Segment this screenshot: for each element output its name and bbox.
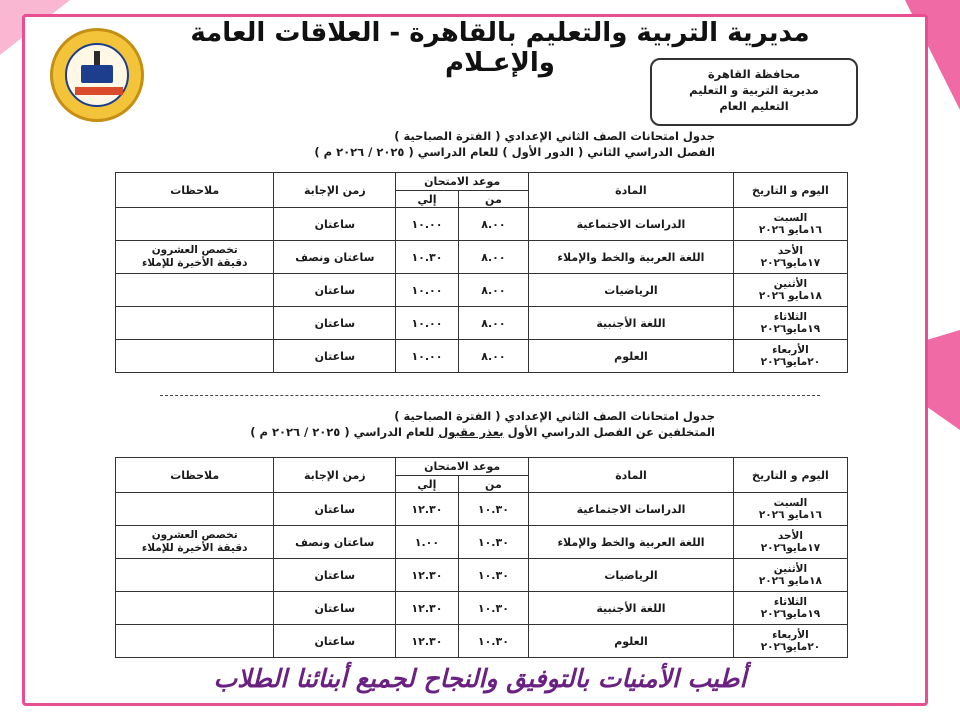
col-notes: ملاحظات bbox=[116, 173, 274, 208]
col-to: إلي bbox=[396, 476, 459, 493]
duration-cell: ساعتان bbox=[274, 208, 396, 241]
day-name: الأربعاء bbox=[772, 629, 809, 641]
governorate-info-box bbox=[650, 58, 858, 126]
to-time-cell: ١٠.٠٠ bbox=[396, 340, 459, 373]
day-date-cell bbox=[733, 208, 847, 241]
to-time-cell: ١٠.٠٠ bbox=[396, 208, 459, 241]
table-row bbox=[116, 241, 848, 274]
from-time-cell: ٨.٠٠ bbox=[458, 340, 528, 373]
col-day-date: اليوم و التاريخ bbox=[733, 173, 847, 208]
logo-ribbon bbox=[75, 87, 123, 95]
info-department: التعليم العام bbox=[719, 99, 789, 113]
exam-schedule-table-2 bbox=[115, 457, 848, 658]
duration-cell: ساعتان bbox=[274, 274, 396, 307]
table2-caption bbox=[235, 408, 715, 440]
subject-cell: اللغة العربية والخط والإملاء bbox=[529, 526, 734, 559]
to-time-cell: ١٢.٣٠ bbox=[396, 592, 459, 625]
date-text: ١٩مايو٢٠٢٦ bbox=[760, 323, 821, 335]
from-time-cell: ٨.٠٠ bbox=[458, 307, 528, 340]
col-subject: المادة bbox=[529, 458, 734, 493]
day-date-cell bbox=[733, 274, 847, 307]
duration-cell: ساعتان bbox=[274, 307, 396, 340]
table2-caption-line1: جدول امتحانات الصف الثاني الإعدادي ( الفترة الصباحية ) bbox=[394, 409, 715, 423]
day-name: الأثنين bbox=[773, 278, 808, 290]
note-line-2: دقيقة الأخيرة للإملاء bbox=[141, 257, 248, 269]
date-text: ١٩مايو٢٠٢٦ bbox=[760, 608, 821, 620]
table2-caption-part-b: للعام الدراسي ( ٢٠٢٥ / ٢٠٢٦ م ) bbox=[250, 425, 439, 439]
day-name: الأحد bbox=[777, 245, 803, 257]
table1-caption-line1: جدول امتحانات الصف الثاني الإعدادي ( الفترة الصباحية ) bbox=[394, 129, 715, 143]
notes-cell bbox=[116, 274, 274, 307]
day-date-cell bbox=[733, 493, 847, 526]
date-text: ٢٠مايو٢٠٢٦ bbox=[760, 356, 821, 368]
to-time-cell: ١٠.٣٠ bbox=[396, 241, 459, 274]
to-time-cell: ١٢.٣٠ bbox=[396, 625, 459, 658]
note-line-2: دقيقة الأخيرة للإملاء bbox=[141, 542, 248, 554]
from-time-cell: ١٠.٣٠ bbox=[458, 526, 528, 559]
day-name: الأربعاء bbox=[772, 344, 809, 356]
col-exam-time: موعد الامتحان bbox=[396, 458, 529, 476]
duration-cell: ساعتان bbox=[274, 493, 396, 526]
duration-cell: ساعتان ونصف bbox=[274, 241, 396, 274]
notes-cell bbox=[116, 526, 274, 559]
col-to: إلي bbox=[396, 191, 459, 208]
table-row bbox=[116, 625, 848, 658]
table-row bbox=[116, 559, 848, 592]
notes-cell bbox=[116, 493, 274, 526]
exam-schedule-table-1 bbox=[115, 172, 848, 373]
to-time-cell: ١٢.٣٠ bbox=[396, 559, 459, 592]
date-text: ١٦مايو ٢٠٢٦ bbox=[758, 224, 822, 236]
table-row bbox=[116, 592, 848, 625]
day-date-cell bbox=[733, 625, 847, 658]
subject-cell: الدراسات الاجتماعية bbox=[529, 493, 734, 526]
col-exam-time: موعد الامتحان bbox=[396, 173, 529, 191]
page-title: مديرية التربية والتعليم بالقاهرة - العلاقات العامة والإعـلام bbox=[190, 18, 810, 78]
notes-cell bbox=[116, 307, 274, 340]
notes-cell bbox=[116, 340, 274, 373]
date-text: ١٧مايو٢٠٢٦ bbox=[760, 542, 821, 554]
day-date-cell bbox=[733, 340, 847, 373]
col-duration: زمن الإجابة bbox=[274, 173, 396, 208]
table-row bbox=[116, 340, 848, 373]
table-row bbox=[116, 307, 848, 340]
duration-cell: ساعتان bbox=[274, 340, 396, 373]
col-from: من bbox=[458, 191, 528, 208]
day-date-cell bbox=[733, 307, 847, 340]
notes-cell bbox=[116, 592, 274, 625]
day-date-cell bbox=[733, 526, 847, 559]
table-row bbox=[116, 274, 848, 307]
subject-cell: اللغة الأجنبية bbox=[529, 307, 734, 340]
note-line-1: تخصص العشرون bbox=[151, 244, 238, 256]
day-date-cell bbox=[733, 559, 847, 592]
from-time-cell: ١٠.٣٠ bbox=[458, 625, 528, 658]
table2-caption-part-a: المتخلفين عن الفصل الدراسي الأول bbox=[503, 425, 715, 439]
to-time-cell: ١٠.٠٠ bbox=[396, 307, 459, 340]
notes-cell bbox=[116, 559, 274, 592]
logo-emblem bbox=[65, 43, 129, 107]
date-text: ١٧مايو٢٠٢٦ bbox=[760, 257, 821, 269]
day-name: الثلاثاء bbox=[773, 311, 807, 323]
info-directorate: مديرية التربية و التعليم bbox=[689, 83, 819, 97]
duration-cell: ساعتان bbox=[274, 592, 396, 625]
to-time-cell: ١٠.٠٠ bbox=[396, 274, 459, 307]
duration-cell: ساعتان bbox=[274, 559, 396, 592]
col-subject: المادة bbox=[529, 173, 734, 208]
directorate-logo bbox=[50, 28, 144, 122]
subject-cell: العلوم bbox=[529, 625, 734, 658]
date-text: ١٨مايو ٢٠٢٦ bbox=[758, 290, 822, 302]
day-date-cell bbox=[733, 592, 847, 625]
day-date-cell bbox=[733, 241, 847, 274]
date-text: ١٨مايو ٢٠٢٦ bbox=[758, 575, 822, 587]
subject-cell: الرياضيات bbox=[529, 559, 734, 592]
to-time-cell: ١.٠٠ bbox=[396, 526, 459, 559]
duration-cell: ساعتان ونصف bbox=[274, 526, 396, 559]
date-text: ٢٠مايو٢٠٢٦ bbox=[760, 641, 821, 653]
col-notes: ملاحظات bbox=[116, 458, 274, 493]
duration-cell: ساعتان bbox=[274, 625, 396, 658]
from-time-cell: ١٠.٣٠ bbox=[458, 559, 528, 592]
table-row bbox=[116, 493, 848, 526]
from-time-cell: ١٠.٣٠ bbox=[458, 493, 528, 526]
notes-cell bbox=[116, 241, 274, 274]
from-time-cell: ٨.٠٠ bbox=[458, 208, 528, 241]
from-time-cell: ٨.٠٠ bbox=[458, 241, 528, 274]
table1-caption-line2: الفصل الدراسي الثاني ( الدور الأول ) للعام الدراسي ( ٢٠٢٥ / ٢٠٢٦ م ) bbox=[314, 145, 715, 159]
table-separator bbox=[160, 395, 820, 396]
day-name: الثلاثاء bbox=[773, 596, 807, 608]
col-day-date: اليوم و التاريخ bbox=[733, 458, 847, 493]
day-name: السبت bbox=[773, 497, 808, 509]
footer-wishes: أطيب الأمنيات بالتوفيق والنجاح لجميع أبنائنا الطلاب bbox=[213, 664, 747, 693]
subject-cell: العلوم bbox=[529, 340, 734, 373]
note-line-1: تخصص العشرون bbox=[151, 529, 238, 541]
table-row bbox=[116, 526, 848, 559]
notes-cell bbox=[116, 208, 274, 241]
table1-caption bbox=[235, 128, 715, 160]
col-from: من bbox=[458, 476, 528, 493]
table2-caption-underlined: بعذر مقبول bbox=[438, 425, 504, 439]
notes-cell bbox=[116, 625, 274, 658]
table-row bbox=[116, 208, 848, 241]
to-time-cell: ١٢.٣٠ bbox=[396, 493, 459, 526]
day-name: السبت bbox=[773, 212, 808, 224]
logo-book-icon bbox=[81, 65, 113, 83]
subject-cell: اللغة الأجنبية bbox=[529, 592, 734, 625]
info-governorate: محافظة القاهرة bbox=[707, 67, 801, 81]
subject-cell: الدراسات الاجتماعية bbox=[529, 208, 734, 241]
day-name: الأحد bbox=[777, 530, 803, 542]
from-time-cell: ١٠.٣٠ bbox=[458, 592, 528, 625]
date-text: ١٦مايو ٢٠٢٦ bbox=[758, 509, 822, 521]
subject-cell: الرياضيات bbox=[529, 274, 734, 307]
col-duration: زمن الإجابة bbox=[274, 458, 396, 493]
day-name: الأثنين bbox=[773, 563, 808, 575]
from-time-cell: ٨.٠٠ bbox=[458, 274, 528, 307]
subject-cell: اللغة العربية والخط والإملاء bbox=[529, 241, 734, 274]
table2-caption-line2 bbox=[235, 424, 715, 440]
